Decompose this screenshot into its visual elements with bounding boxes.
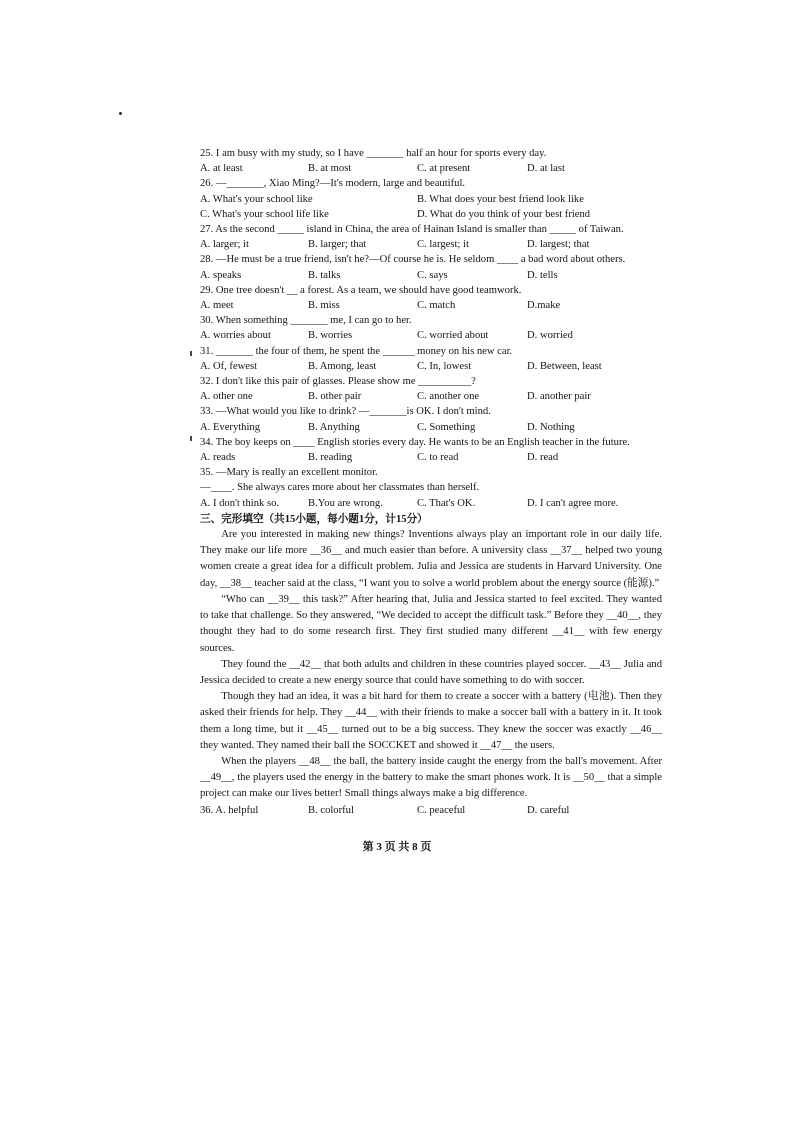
option: A. speaks — [200, 269, 242, 281]
question-stem: 26. —_______, Xiao Ming?—It's modern, large and beautiful. — [200, 178, 466, 190]
option: B. talks — [308, 269, 341, 281]
option: A. other one — [200, 391, 253, 403]
option: B. at most — [308, 163, 352, 175]
question-block — [200, 374, 662, 404]
question-block — [200, 283, 662, 313]
option: B. miss — [308, 300, 340, 312]
margin-mark — [190, 351, 192, 356]
options-row — [200, 359, 662, 374]
question-block — [200, 176, 662, 222]
options-row — [200, 237, 662, 252]
options-row — [200, 496, 662, 511]
option: B. What does your best friend look like — [417, 193, 584, 205]
option: C. worried about — [417, 330, 489, 342]
option: A. Everything — [200, 421, 261, 433]
option: B. Among, least — [308, 360, 377, 372]
option: D. careful — [527, 804, 570, 816]
option: B. other pair — [308, 391, 362, 403]
option: C. peaceful — [417, 804, 466, 816]
question-block — [200, 146, 662, 176]
options-row — [200, 192, 662, 207]
options-row — [200, 389, 662, 404]
option: B. worries — [308, 330, 353, 342]
option: D. Nothing — [527, 421, 575, 433]
option: C. That's OK. — [417, 497, 476, 509]
question-block — [200, 435, 662, 465]
question-stem: 27. As the second _____ island in China, the area of Hainan Island is smaller than _____ of Taiwan. — [200, 224, 624, 236]
option: D. another pair — [527, 391, 591, 403]
option: C. to read — [417, 452, 459, 464]
cloze-passage — [200, 527, 662, 802]
option: A. I don't think so. — [200, 497, 280, 509]
passage-paragraph: They found the __42__ that both adults and children in these countries played soccer. __43__ Julia and Jessica decided to create a new energy source that could have something to do with soccer. — [200, 658, 662, 686]
option: D. largest; that — [527, 239, 590, 251]
question-stem: 35. —Mary is really an excellent monitor. — [200, 467, 378, 479]
option: B. colorful — [308, 804, 354, 816]
scan-speck — [119, 112, 122, 115]
question-block — [200, 222, 662, 252]
question-stem: 28. —He must be a true friend, isn't he?—Of course he is. He seldom ____ a bad word about others. — [200, 254, 626, 266]
options-row — [200, 298, 662, 313]
option: C. What's your school life like — [200, 208, 329, 220]
question-block — [200, 344, 662, 374]
question-stem: 33. —What would you like to drink? —_______is OK. I don't mind. — [200, 406, 491, 418]
question-stem: 34. The boy keeps on ____ English stories every day. He wants to be an English teacher in the future. — [200, 436, 630, 448]
question-stem: 29. One tree doesn't __ a forest. As a team, we should have good teamwork. — [200, 284, 522, 296]
option: A. at least — [200, 163, 243, 175]
option: A. reads — [200, 452, 236, 464]
options-row — [200, 450, 662, 465]
option: C. In, lowest — [417, 360, 472, 372]
page-number: 第 3 页 共 8 页 — [362, 841, 432, 853]
option: C. Something — [417, 421, 476, 433]
question-block — [200, 404, 662, 434]
options-row — [200, 420, 662, 435]
multiple-choice-section — [200, 146, 662, 511]
question-36-options — [200, 803, 662, 818]
question-block — [200, 252, 662, 282]
question-stem-continued: —____. She always cares more about her classmates than herself. — [200, 482, 480, 494]
option: D.make — [527, 300, 561, 312]
options-row — [200, 268, 662, 283]
question-block — [200, 313, 662, 343]
option: D. at last — [527, 163, 565, 175]
exam-content — [200, 146, 662, 818]
passage-paragraph: Though they had an idea, it was a bit hard for them to create a soccer with a battery (电池). Then they asked their friends for help. They __44__ with their friends to make a soccer ball with a battery in it. It took them a long time, but it __45__ turned out to be a big success. They knew the soccer was exactly __46__ they wanted. They named their ball the SOCCKET and showed it __47__ the users. — [200, 691, 662, 751]
option: D. I can't agree more. — [527, 497, 619, 509]
option: D. Between, least — [527, 360, 602, 372]
option: A. What's your school like — [200, 193, 313, 205]
question-stem: 31. _______ the four of them, he spent the ______ money on his new car. — [200, 345, 513, 357]
option: A. worries about — [200, 330, 271, 342]
option: A. Of, fewest — [200, 360, 258, 372]
margin-mark — [190, 436, 192, 441]
option: C. says — [417, 269, 448, 281]
option: B.You are wrong. — [308, 497, 383, 509]
section-title: 三、完形填空（共15小题，每小题1分，计15分） — [200, 513, 428, 525]
passage-paragraph: When the players __48__ the ball, the battery inside caught the energy from the ball's movement. After __49__, the players used the energy in the battery to make the smart phones work. It is __50__ that a simple project can make our lives better! Small things always make a big difference. — [200, 755, 662, 800]
option: B. reading — [308, 452, 353, 464]
option: 36. A. helpful — [200, 804, 259, 816]
question-stem: 30. When something _______ me, I can go to her. — [200, 315, 412, 327]
passage-paragraph: Are you interested in making new things? Inventions always play an important role in our daily life. They make our life more __36__ and much easier than before. A university class __37__ helped two young women create a great idea for a difficult problem. Julia and Jessica are students in Harvard University. One day, __38__ teacher said at the class, “I want you to solve a world problem about the energy source (能源).” — [200, 529, 662, 589]
option: C. another one — [417, 391, 480, 403]
option: B. larger; that — [308, 239, 367, 251]
option: C. match — [417, 300, 456, 312]
question-stem: 32. I don't like this pair of glasses. Please show me __________? — [200, 376, 476, 388]
option: C. largest; it — [417, 239, 469, 251]
option: A. meet — [200, 300, 234, 312]
options-row — [200, 328, 662, 343]
options-row — [200, 161, 662, 176]
option: C. at present — [417, 163, 471, 175]
passage-paragraph: “Who can __39__ this task?” After hearing that, Julia and Jessica started to feel excited. They wanted to take that challenge. So they answered, “We decided to accept the difficult task.” Before they __40__, they thought they had to do some research first. They first studied many different __41__ with few energy sources. — [200, 593, 662, 654]
option: B. Anything — [308, 421, 360, 433]
option: D. worried — [527, 330, 573, 342]
option: D. read — [527, 452, 559, 464]
option: D. What do you think of your best friend — [417, 208, 591, 220]
question-stem: 25. I am busy with my study, so I have _______ half an hour for sports every day. — [200, 148, 547, 159]
option: D. tells — [527, 269, 558, 281]
option: A. larger; it — [200, 239, 249, 251]
question-block — [200, 465, 662, 511]
options-row — [200, 207, 662, 222]
